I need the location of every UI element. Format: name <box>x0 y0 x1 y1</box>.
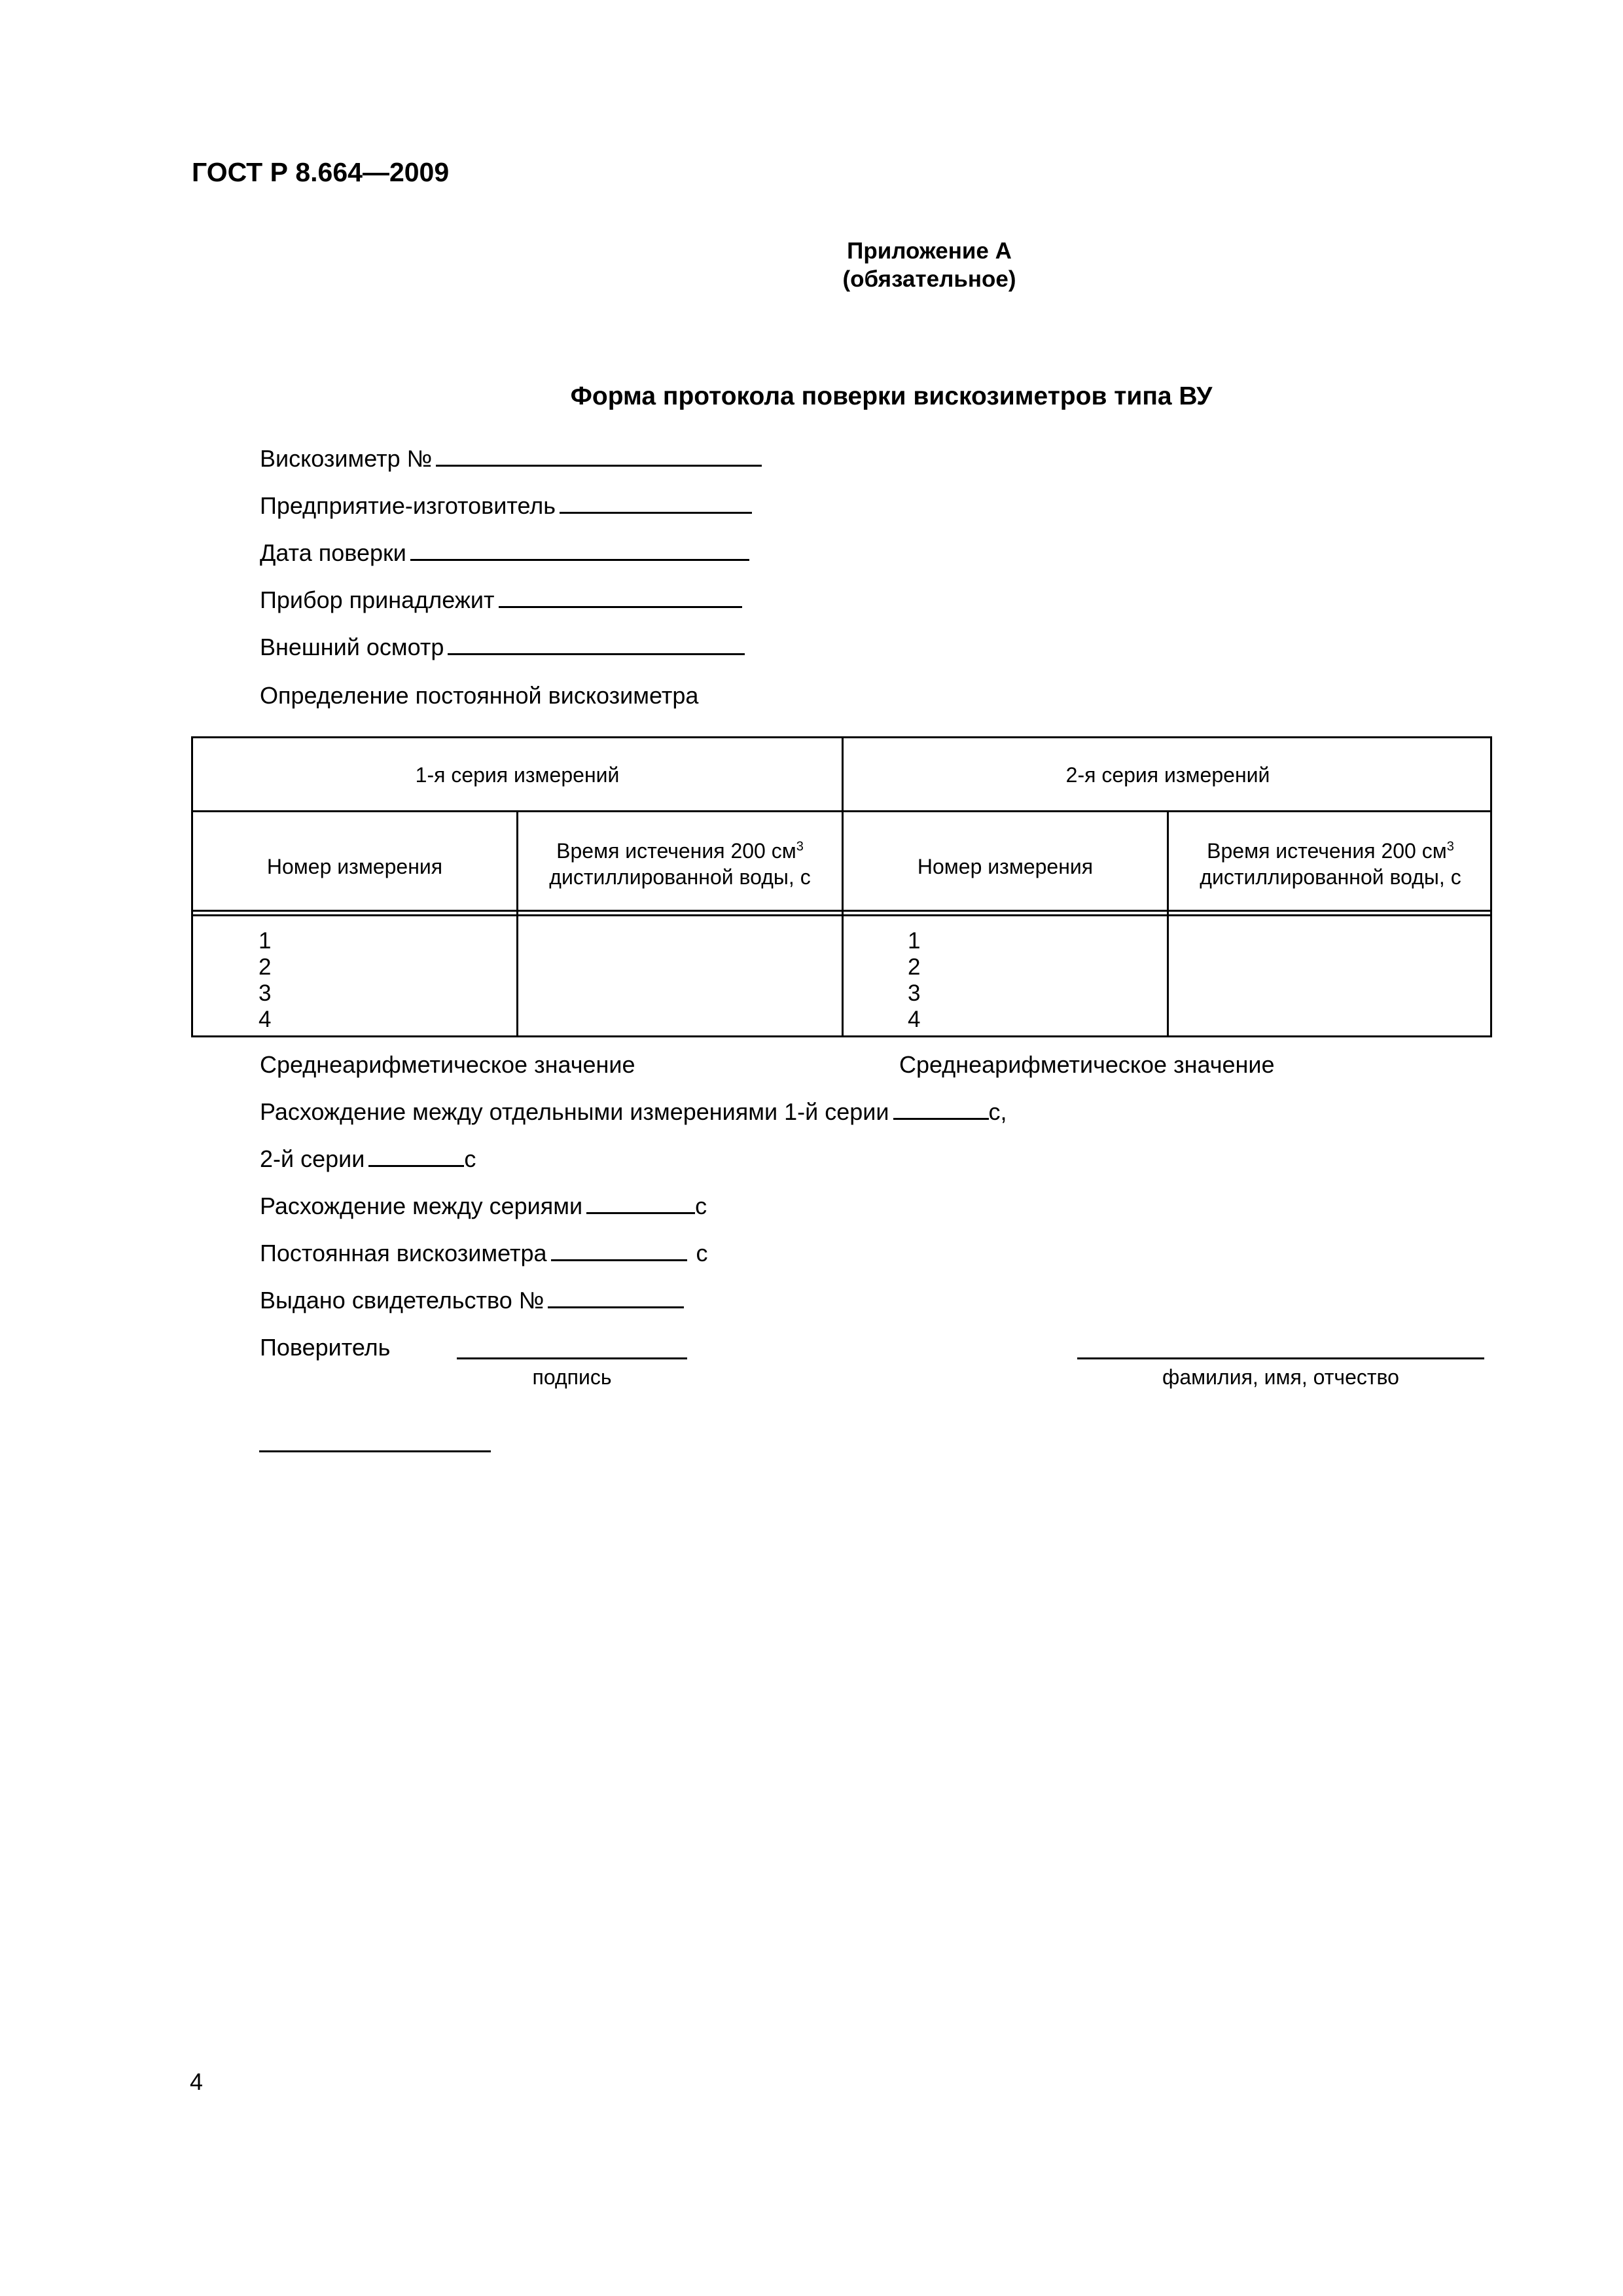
field-constant-determination: Определение постоянной вискозиметра <box>260 682 699 709</box>
row-number: 4 <box>259 1007 272 1032</box>
col-time-text-2: дистиллированной воды, с <box>1200 865 1461 889</box>
field-viscometer-no <box>260 445 766 473</box>
field-label: Прибор принадлежит <box>260 586 495 613</box>
field-check-date <box>260 539 753 567</box>
field-manufacturer <box>260 492 756 520</box>
page-number: 4 <box>190 2068 204 2095</box>
unit-label: с, <box>988 1098 1007 1125</box>
col-time-text-2: дистиллированной воды, с <box>549 865 811 889</box>
blank-line[interactable] <box>410 539 749 561</box>
field-label: Расхождение между сериями <box>260 1193 583 1219</box>
row-number: 2 <box>259 954 272 980</box>
field-certificate <box>260 1287 688 1314</box>
unit-label: с <box>464 1145 476 1172</box>
field-discrepancy-within <box>260 1098 1007 1126</box>
series-2-header: 2-я серия измерений <box>1065 763 1270 787</box>
field-series-2 <box>260 1145 476 1173</box>
row-numbers-series-2 <box>908 928 920 1033</box>
blank-line[interactable] <box>586 1193 695 1214</box>
blank-line[interactable] <box>560 492 752 514</box>
annex-title: Приложение А <box>847 238 1012 264</box>
mean-series-1: Среднеарифметическое значение <box>260 1051 635 1078</box>
col-time-text: Время истечения 200 см <box>556 839 796 863</box>
form-title: Форма протокола поверки вискозиметров типа ВУ <box>570 382 1213 410</box>
blank-line[interactable] <box>551 1240 687 1261</box>
row-numbers-series-1 <box>259 928 271 1033</box>
superscript: 3 <box>1446 839 1454 854</box>
blank-line[interactable] <box>893 1098 989 1120</box>
field-constant <box>260 1240 708 1267</box>
row-number: 3 <box>908 980 921 1006</box>
blank-line[interactable] <box>448 634 745 655</box>
blank-line[interactable] <box>436 445 762 467</box>
annex-status: (обязательное) <box>842 266 1016 292</box>
field-label: Внешний осмотр <box>260 634 444 660</box>
name-caption: фамилия, имя, отчество <box>1162 1365 1399 1389</box>
superscript: 3 <box>796 839 804 854</box>
table-header-double-line-2 <box>193 914 1490 916</box>
field-label: Расхождение между отдельными измерениями 1-й серии <box>260 1098 889 1125</box>
col-number-1: Номер измерения <box>266 855 443 878</box>
col-time-2 <box>1169 838 1492 890</box>
unit-label: с <box>695 1193 707 1219</box>
field-label: Постоянная вискозиметра <box>260 1240 547 1266</box>
field-discrepancy-between <box>260 1193 707 1220</box>
col-number-2: Номер измерения <box>917 855 1094 878</box>
signature-line[interactable] <box>457 1357 687 1359</box>
table-header-double-line-1 <box>193 910 1490 912</box>
document-code: ГОСТ Р 8.664—2009 <box>192 157 450 187</box>
blank-line[interactable] <box>499 586 742 608</box>
signature-caption: подпись <box>532 1365 612 1389</box>
col-time-text: Время истечения 200 см <box>1207 839 1447 863</box>
footnote-separator <box>259 1450 491 1452</box>
row-number: 2 <box>908 954 921 980</box>
unit-label: с <box>696 1240 708 1266</box>
blank-line[interactable] <box>548 1287 684 1308</box>
blank-line[interactable] <box>368 1145 464 1167</box>
field-owner <box>260 586 746 614</box>
mean-series-2: Среднеарифметическое значение <box>899 1051 1275 1078</box>
series-1-header: 1-я серия измерений <box>415 763 620 787</box>
field-label: Предприятие-изготовитель <box>260 492 556 519</box>
row-number: 3 <box>259 980 272 1006</box>
row-number: 4 <box>908 1007 921 1032</box>
field-inspection <box>260 634 749 661</box>
name-line[interactable] <box>1077 1357 1484 1359</box>
col-time-1 <box>518 838 842 890</box>
field-verifier: Поверитель <box>260 1334 391 1361</box>
field-label: Дата поверки <box>260 539 406 566</box>
field-label: Выдано свидетельство № <box>260 1287 544 1314</box>
annex-heading <box>0 237 1623 293</box>
field-label: 2-й серии <box>260 1145 365 1172</box>
field-label: Вискозиметр № <box>260 445 433 472</box>
row-number: 1 <box>908 928 921 954</box>
row-number: 1 <box>259 928 272 954</box>
measurements-table <box>191 736 1492 1037</box>
table-row-divider <box>193 810 1490 812</box>
